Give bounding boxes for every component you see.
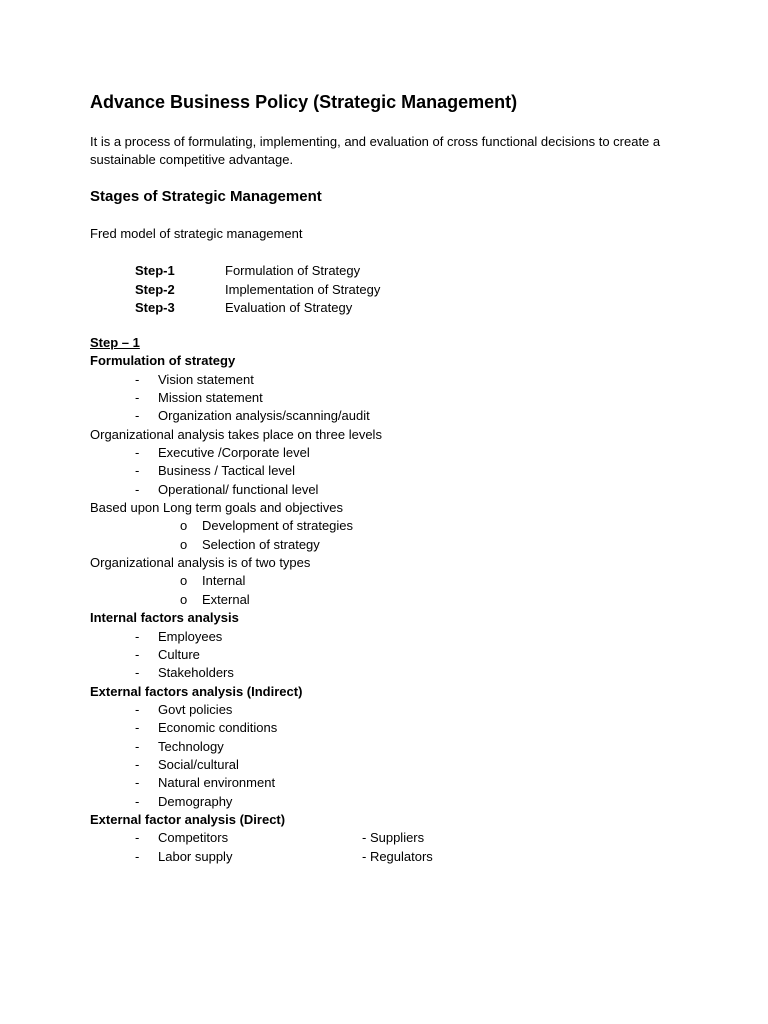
step-row	[135, 262, 380, 281]
dash-bullet: -	[135, 775, 140, 791]
types-intro: Organizational analysis is of two types	[90, 555, 311, 571]
document-title: Advance Business Policy (Strategic Management)	[90, 92, 518, 112]
dash-bullet: -	[135, 390, 140, 406]
list-item: - Mission statement	[90, 389, 710, 407]
dash-bullet: -	[135, 408, 140, 424]
list-item: - Natural environment	[90, 774, 710, 792]
goals-intro: Based upon Long term goals and objectives	[90, 500, 343, 516]
fred-model-text: Fred model of strategic management	[90, 226, 303, 241]
circle-bullet: o	[180, 591, 188, 607]
list-item: - Govt policies	[90, 701, 710, 719]
list-item: - Competitors - Suppliers	[90, 829, 710, 847]
stages-heading: Stages of Strategic Management	[90, 188, 322, 205]
list-item: o Internal	[90, 572, 710, 590]
list-item: - Operational/ functional level	[90, 481, 710, 499]
list-item: - Social/cultural	[90, 756, 710, 774]
list-item: - Executive /Corporate level	[90, 444, 710, 462]
circle-bullet: o	[180, 536, 188, 552]
dash-bullet: -	[135, 445, 140, 461]
dash-bullet: -	[135, 481, 140, 497]
dash-bullet: -	[135, 701, 140, 717]
step-label: Step-2	[135, 281, 175, 297]
intro-paragraph: It is a process of formulating, implementing, and evaluation of cross functional decisions to create a sustainable competitive advantage.	[90, 134, 661, 167]
dash-bullet: -	[135, 830, 140, 846]
step-label: Step-3	[135, 300, 175, 315]
dash-bullet: -	[135, 371, 140, 387]
dash-bullet: -	[135, 793, 140, 809]
dash-bullet: -	[135, 848, 140, 864]
steps-list	[135, 262, 380, 318]
list-item: - Economic conditions	[90, 719, 710, 737]
list-item: o External	[90, 591, 710, 609]
formulation-section	[90, 334, 710, 866]
levels-intro: Organizational analysis takes place on three levels	[90, 426, 382, 442]
circle-bullet: o	[180, 573, 188, 589]
step-text: Implementation of Strategy	[225, 281, 381, 297]
dash-bullet: -	[135, 756, 140, 772]
list-item: - Vision statement	[90, 371, 710, 389]
list-item: - Demography	[90, 793, 710, 811]
formulation-heading: Formulation of strategy	[90, 353, 236, 369]
step1-heading: Step – 1	[90, 335, 140, 350]
dash-bullet: -	[135, 738, 140, 754]
list-item: o Selection of strategy	[90, 536, 710, 554]
step-row	[135, 299, 380, 318]
step-row	[135, 281, 380, 300]
list-item: - Organization analysis/scanning/audit	[90, 407, 710, 425]
dash-bullet: -	[135, 665, 140, 681]
list-item: - Culture	[90, 646, 710, 664]
list-item: - Business / Tactical level	[90, 462, 710, 480]
list-item: - Technology	[90, 738, 710, 756]
dash-bullet: -	[135, 720, 140, 736]
list-item: o Development of strategies	[90, 517, 710, 535]
external-indirect-heading: External factors analysis (Indirect)	[90, 683, 303, 699]
external-direct-heading: External factor analysis (Direct)	[90, 811, 286, 827]
list-item: - Employees	[90, 628, 710, 646]
dash-bullet: -	[135, 628, 140, 644]
step-text: Formulation of Strategy	[225, 263, 361, 278]
internal-heading: Internal factors analysis	[90, 610, 239, 626]
step-text: Evaluation of Strategy	[225, 300, 353, 315]
dash-bullet: -	[135, 646, 140, 662]
dash-bullet: -	[135, 463, 140, 479]
step-label: Step-1	[135, 263, 175, 278]
list-item: - Labor supply - Regulators	[90, 848, 710, 866]
circle-bullet: o	[180, 518, 188, 534]
list-item: - Stakeholders	[90, 664, 710, 682]
